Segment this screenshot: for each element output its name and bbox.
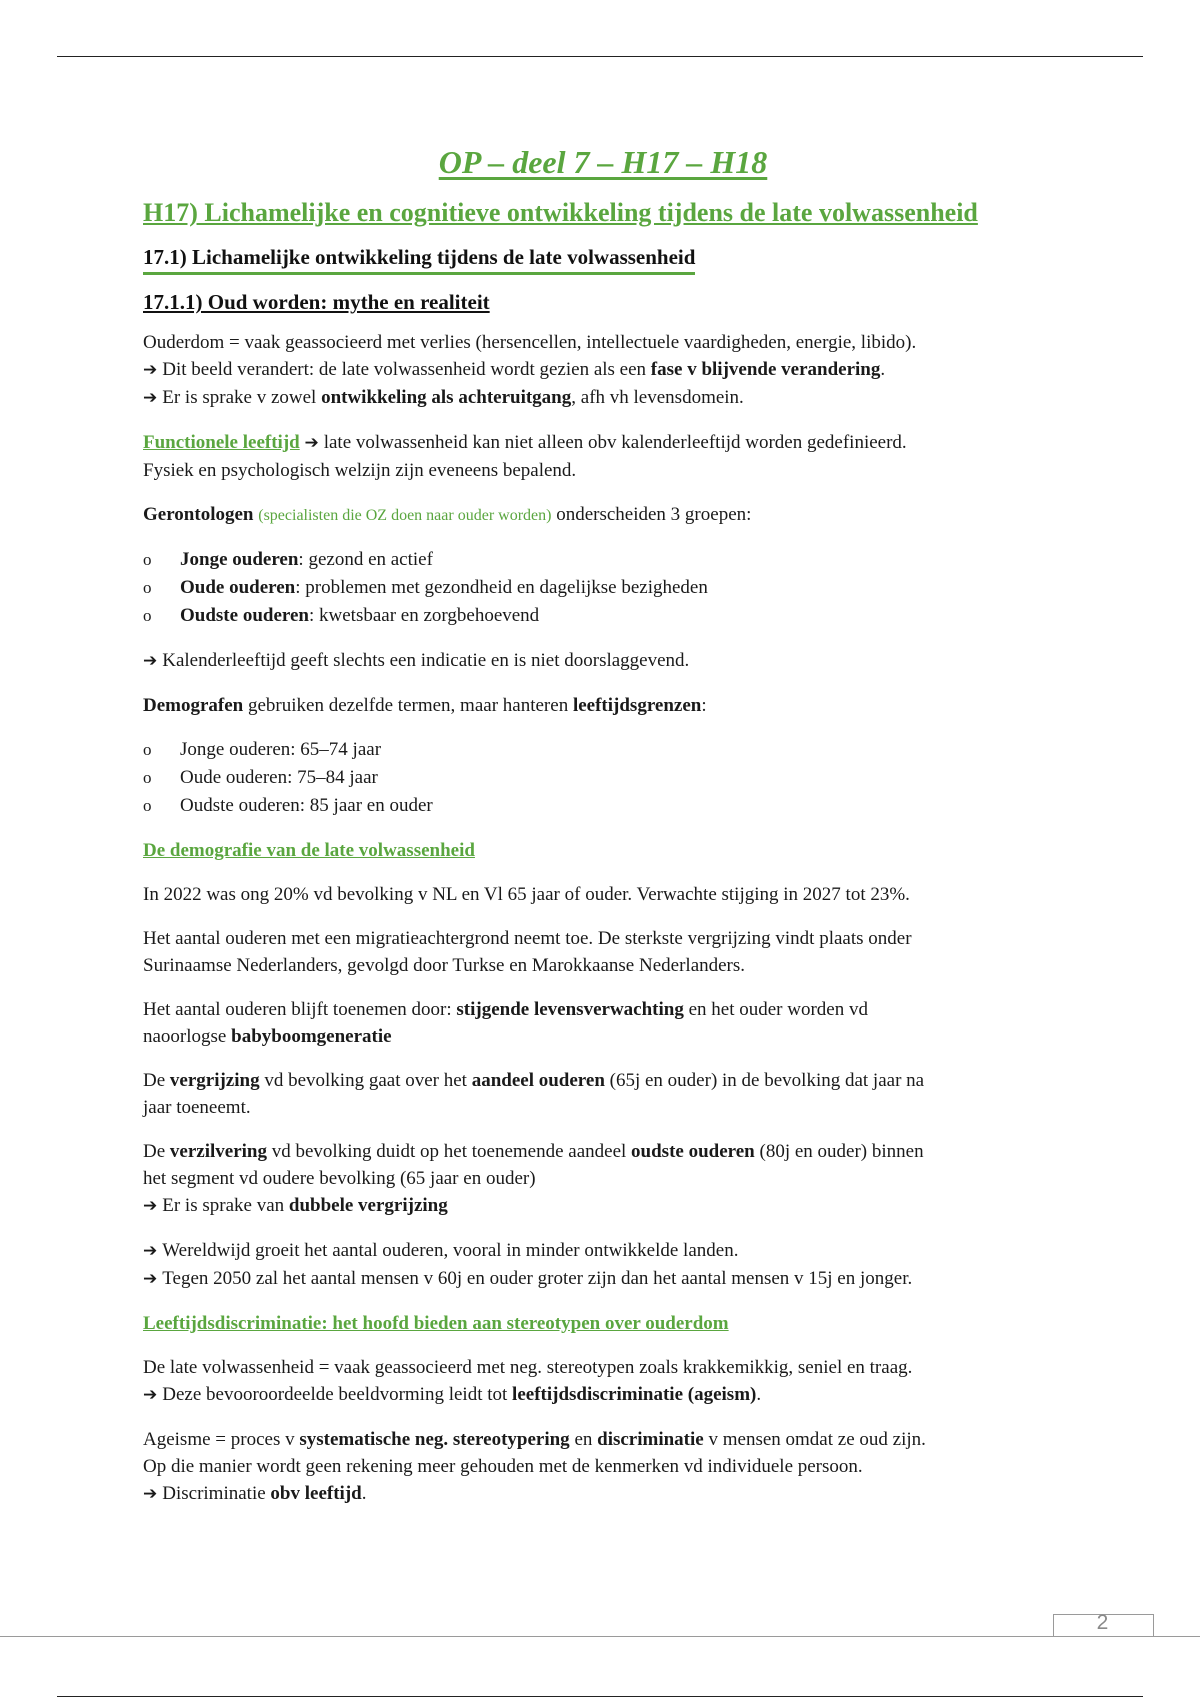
paragraph-demografen: Demografen gebruiken dezelfde termen, maar hanteren leeftijdsgrenzen: xyxy=(143,695,707,716)
page-number: 2 xyxy=(1096,1611,1109,1634)
bullet-icon: o xyxy=(143,606,152,625)
list-item: o Jonge ouderen: 65–74 jaar xyxy=(143,736,1063,764)
text-line: naoorlogse babyboomgeneratie xyxy=(143,1026,392,1047)
paragraph-verzilvering xyxy=(143,1138,1063,1220)
text-line: het segment vd oudere bevolking (65 jaar en ouder) xyxy=(143,1168,536,1189)
text-line: Ageisme = proces v systematische neg. stereotypering en discriminatie v mensen omdat ze oud zijn. xyxy=(143,1429,926,1450)
demografie-heading: De demografie van de late volwassenheid xyxy=(143,840,475,861)
document-title: OP – deel 7 – H17 – H18 xyxy=(438,144,768,180)
text-line: ➔ Wereldwijd groeit het aantal ouderen, vooral in minder ontwikkelde landen. xyxy=(143,1240,739,1261)
term-gerontologen: Gerontologen xyxy=(143,504,254,525)
gerontologen-note: (specialisten die OZ doen naar ouder worden) xyxy=(258,507,552,524)
text-line: Surinaamse Nederlanders, gevolgd door Turkse en Marokkaanse Nederlanders. xyxy=(143,955,746,976)
text-line: Op die manier wordt geen rekening meer gehouden met de kenmerken vd individuele persoon. xyxy=(143,1456,863,1477)
paragraph-toenemen xyxy=(143,996,1063,1050)
chapter-heading: H17) Lichamelijke en cognitieve ontwikkeling tijdens de late volwassenheid xyxy=(143,198,978,227)
paragraph-ouderdom xyxy=(143,329,1063,412)
document-body xyxy=(143,140,1063,1525)
arrow-icon: ➔ xyxy=(143,1385,158,1405)
text-line: ➔ Discriminatie obv leeftijd. xyxy=(143,1483,367,1504)
list-item: o Oude ouderen: problemen met gezondheid en dagelijkse bezigheden xyxy=(143,574,1063,602)
arrow-icon: ➔ xyxy=(143,1484,158,1504)
paragraph-kalenderleeftijd: ➔ Kalenderleeftijd geeft slechts een indicatie en is niet doorslaggevend. xyxy=(143,650,690,671)
text-line: Fysiek en psychologisch welzijn zijn eveneens bepalend. xyxy=(143,460,577,481)
arrow-icon: ➔ xyxy=(143,1269,158,1289)
arrow-icon: ➔ xyxy=(143,388,158,408)
paragraph-migratie xyxy=(143,925,1063,979)
paragraph-gerontologen: Gerontologen (specialisten die OZ doen naar ouder worden) onderscheiden 3 groepen: xyxy=(143,504,752,525)
ages-list xyxy=(143,736,1063,820)
text-line: ➔ Dit beeld verandert: de late volwassenheid wordt gezien als een fase v blijvende verandering. xyxy=(143,359,886,380)
text-line: ➔ Er is sprake v zowel ontwikkeling als achteruitgang, afh vh levensdomein. xyxy=(143,387,744,408)
bullet-icon: o xyxy=(143,796,152,815)
arrow-icon: ➔ xyxy=(304,433,319,453)
paragraph-functionele-leeftijd xyxy=(143,429,1063,484)
paragraph-ageisme xyxy=(143,1426,1063,1508)
list-item: o Oudste ouderen: kwetsbaar en zorgbehoevend xyxy=(143,602,1063,630)
paragraph-stereotypen xyxy=(143,1354,1063,1409)
subsection-heading: 17.1.1) Oud worden: mythe en realiteit xyxy=(143,290,490,314)
bullet-icon: o xyxy=(143,740,152,759)
list-item: o Jonge ouderen: gezond en actief xyxy=(143,546,1063,574)
text-line: jaar toeneemt. xyxy=(143,1097,251,1118)
footer-rule xyxy=(0,1636,1200,1637)
text-line: ➔ Deze bevooroordeelde beeldvorming leidt tot leeftijdsdiscriminatie (ageism). xyxy=(143,1384,762,1405)
text-line: Het aantal ouderen met een migratieachtergrond neemt toe. De sterkste vergrijzing vindt plaats onder xyxy=(143,928,912,949)
groups-list xyxy=(143,546,1063,630)
section-heading: 17.1) Lichamelijke ontwikkeling tijdens de late volwassenheid xyxy=(143,242,695,275)
paragraph-vergrijzing xyxy=(143,1067,1063,1121)
arrow-icon: ➔ xyxy=(143,1196,158,1216)
text-line: ➔ Tegen 2050 zal het aantal mensen v 60j en ouder groter zijn dan het aantal mensen v 15j en jonger. xyxy=(143,1268,913,1289)
bottom-rule xyxy=(57,1696,1143,1697)
arrow-icon: ➔ xyxy=(143,1241,158,1261)
list-item: o Oudste ouderen: 85 jaar en ouder xyxy=(143,792,1063,820)
text-line: Het aantal ouderen blijft toenemen door: stijgende levensverwachting en het ouder worden vd xyxy=(143,999,868,1020)
bullet-icon: o xyxy=(143,550,152,569)
arrow-icon: ➔ xyxy=(143,651,158,671)
header-rule xyxy=(57,56,1143,57)
text-line: De verzilvering vd bevolking duidt op het toenemende aandeel oudste ouderen (80j en ouder) binnen xyxy=(143,1141,924,1162)
paragraph-wereldwijd xyxy=(143,1237,1063,1293)
list-item: o Oude ouderen: 75–84 jaar xyxy=(143,764,1063,792)
term-functionele-leeftijd: Functionele leeftijd xyxy=(143,432,300,453)
bullet-icon: o xyxy=(143,578,152,597)
bullet-icon: o xyxy=(143,768,152,787)
text-line: Functionele leeftijd ➔ late volwassenheid kan niet alleen obv kalenderleeftijd worden gedefinieerd. xyxy=(143,432,907,453)
text-line: De late volwassenheid = vaak geassocieerd met neg. stereotypen zoals krakkemikkig, seniel en traag. xyxy=(143,1357,913,1378)
text-line: ➔ Er is sprake van dubbele vergrijzing xyxy=(143,1195,448,1216)
paragraph-2022: In 2022 was ong 20% vd bevolking v NL en Vl 65 jaar of ouder. Verwachte stijging in 2027 tot 23%. xyxy=(143,884,910,905)
text-line: Ouderdom = vaak geassocieerd met verlies (hersencellen, intellectuele vaardigheden, energie, libido). xyxy=(143,332,917,353)
arrow-icon: ➔ xyxy=(143,360,158,380)
ageism-heading: Leeftijdsdiscriminatie: het hoofd bieden aan stereotypen over ouderdom xyxy=(143,1313,729,1334)
text-line: De vergrijzing vd bevolking gaat over het aandeel ouderen (65j en ouder) in de bevolking dat jaar na xyxy=(143,1070,925,1091)
